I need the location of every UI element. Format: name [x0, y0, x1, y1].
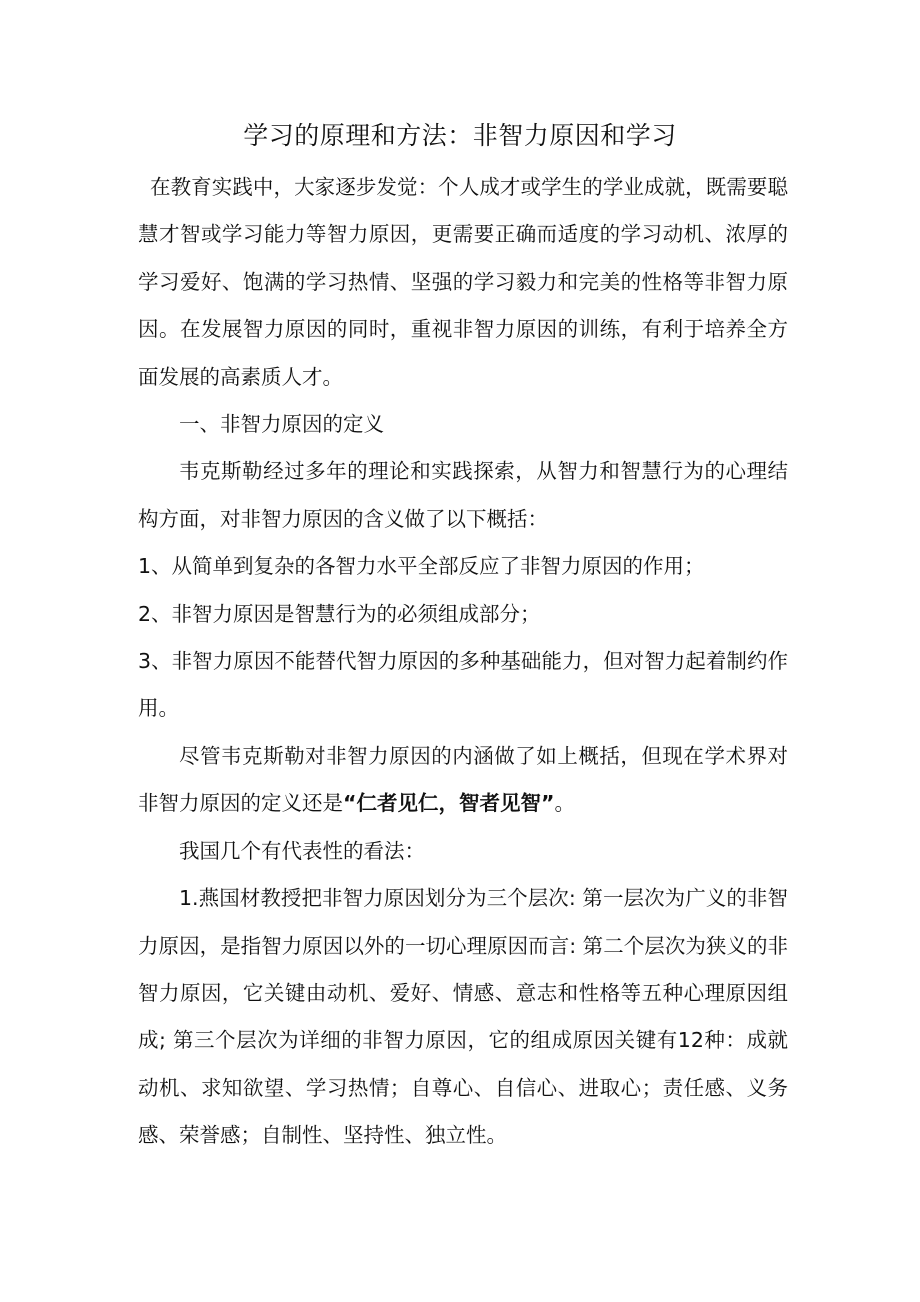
quoted-phrase: “仁者见仁，智者见智”: [343, 791, 555, 816]
definition-note-end: 。: [554, 791, 575, 816]
list-item: 2、非智力原因是智慧行为的必须组成部分；: [138, 601, 541, 626]
view-paragraph: 1.燕国材教授把非智力原因划分为三个层次: 第一层次为广义的非智力原因，是指智力原因以外的一切心理原因而言: 第二个层次为狭义的非智力原因，它关键由动机、爱好、情感、意志和性格等五种心理原因组成; 第三个层次为详细的非智力原因，它的组成原因关键有12种：成就动机、求知欲望、学习热情；自尊心、自信心、进取心；责任感、义务感、荣誉感；自制性、坚持性、独立性。: [138, 886, 788, 1148]
definition-note-text: 尽管韦克斯勒对非智力原因的内涵做了如上概括，但现在学术界对非智力原因的定义还是: [138, 743, 788, 816]
page-title: 学习的原理和方法：非智力原因和学习: [243, 121, 677, 150]
section-heading: 一、非智力原因的定义: [179, 412, 384, 437]
section-lead-paragraph: 韦克斯勒经过多年的理论和实践探索，从智力和智慧行为的心理结构方面，对非智力原因的含义做了以下概括：: [138, 459, 788, 531]
list-item: 1、从简单到复杂的各智力水平全部反应了非智力原因的作用；: [138, 554, 705, 579]
views-heading: 我国几个有代表性的看法：: [179, 838, 425, 863]
document-body: [138, 164, 788, 1160]
list-item: 3、非智力原因不能替代智力原因的多种基础能力，但对智力起着制约作用。: [138, 649, 788, 721]
definition-note-paragraph: [138, 733, 788, 828]
intro-paragraph: 在教育实践中，大家逐步发觉：个人成才或学生的学业成就，既需要聪慧才智或学习能力等智力原因，更需要正确而适度的学习动机、浓厚的学习爱好、饱满的学习热情、坚强的学习毅力和完美的性格等非智力原因。在发展智力原因的同时，重视非智力原因的训练，有利于培养全方面发展的高素质人才。: [138, 175, 788, 389]
